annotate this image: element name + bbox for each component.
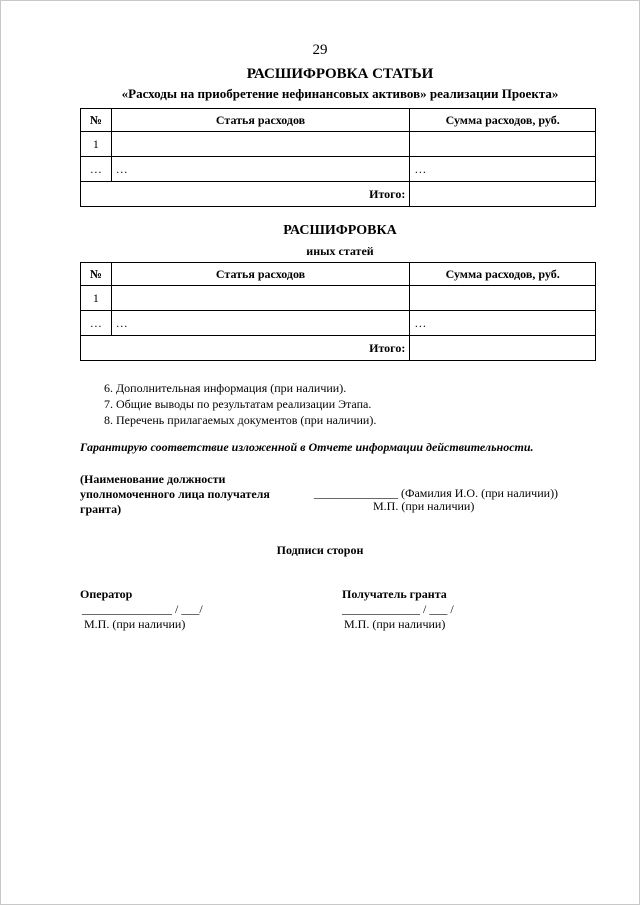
position-line: (Наименование должности	[80, 472, 226, 486]
row-expense-item	[111, 132, 410, 157]
row-number-ellipsis: …	[81, 311, 112, 336]
row-expense-sum	[410, 286, 596, 311]
row-expense-sum-ellipsis: …	[410, 157, 596, 182]
total-label: Итого:	[81, 336, 410, 361]
expenses-table-2	[80, 262, 596, 361]
page-number: 29	[312, 42, 328, 58]
total-value	[410, 182, 596, 207]
recipient-stamp: М.П. (при наличии)	[344, 617, 446, 631]
row-number: 1	[81, 132, 112, 157]
table-row	[81, 157, 596, 182]
header-number: №	[81, 109, 112, 132]
section1-subtitle: «Расходы на приобретение нефинансовых активов» реализации Проекта»	[121, 86, 559, 101]
row-expense-sum-ellipsis: …	[410, 311, 596, 336]
signature-line: ______________ (Фамилия И.О. (при наличии))	[314, 486, 559, 500]
operator-signature-line: _______________ / ___/	[82, 602, 203, 616]
official-position	[80, 472, 270, 517]
numbered-list	[104, 380, 376, 428]
section2-subtitle: иных статей	[306, 244, 374, 258]
table-row	[81, 286, 596, 311]
table-total-row	[81, 336, 596, 361]
operator-stamp: М.П. (при наличии)	[84, 617, 186, 631]
table-row	[81, 132, 596, 157]
table-row	[81, 311, 596, 336]
list-item: 6. Дополнительная информация (при наличии).	[104, 381, 347, 395]
header-expense-sum: Сумма расходов, руб.	[410, 263, 596, 286]
operator-title: Оператор	[80, 587, 133, 601]
list-item: 7. Общие выводы по результатам реализации Этапа.	[104, 397, 372, 411]
row-number: 1	[81, 286, 112, 311]
header-number: №	[81, 263, 112, 286]
header-expense-item: Статья расходов	[111, 263, 410, 286]
table-header-row	[81, 109, 596, 132]
total-value	[410, 336, 596, 361]
header-expense-sum: Сумма расходов, руб.	[410, 109, 596, 132]
position-line: уполномоченного лица получателя	[80, 487, 270, 501]
section1-title: РАСШИФРОВКА СТАТЬИ	[246, 66, 434, 82]
list-item: 8. Перечень прилагаемых документов (при наличии).	[104, 413, 377, 427]
stamp-placeholder: М.П. (при наличии)	[373, 499, 475, 513]
signatures-title: Подписи сторон	[276, 543, 364, 557]
recipient-title: Получатель гранта	[342, 587, 447, 601]
position-line: гранта)	[80, 502, 122, 516]
guarantee-statement: Гарантирую соответствие изложенной в Отчете информации действительности.	[80, 440, 534, 454]
recipient-signature-line: _____________ / ___ /	[342, 602, 454, 616]
row-expense-sum	[410, 132, 596, 157]
row-expense-item-ellipsis: …	[111, 157, 410, 182]
row-expense-item	[111, 286, 410, 311]
header-expense-item: Статья расходов	[111, 109, 410, 132]
table-header-row	[81, 263, 596, 286]
section2-title: РАСШИФРОВКА	[283, 223, 397, 238]
row-number-ellipsis: …	[81, 157, 112, 182]
table-total-row	[81, 182, 596, 207]
row-expense-item-ellipsis: …	[111, 311, 410, 336]
total-label: Итого:	[81, 182, 410, 207]
expenses-table-1	[80, 108, 596, 207]
